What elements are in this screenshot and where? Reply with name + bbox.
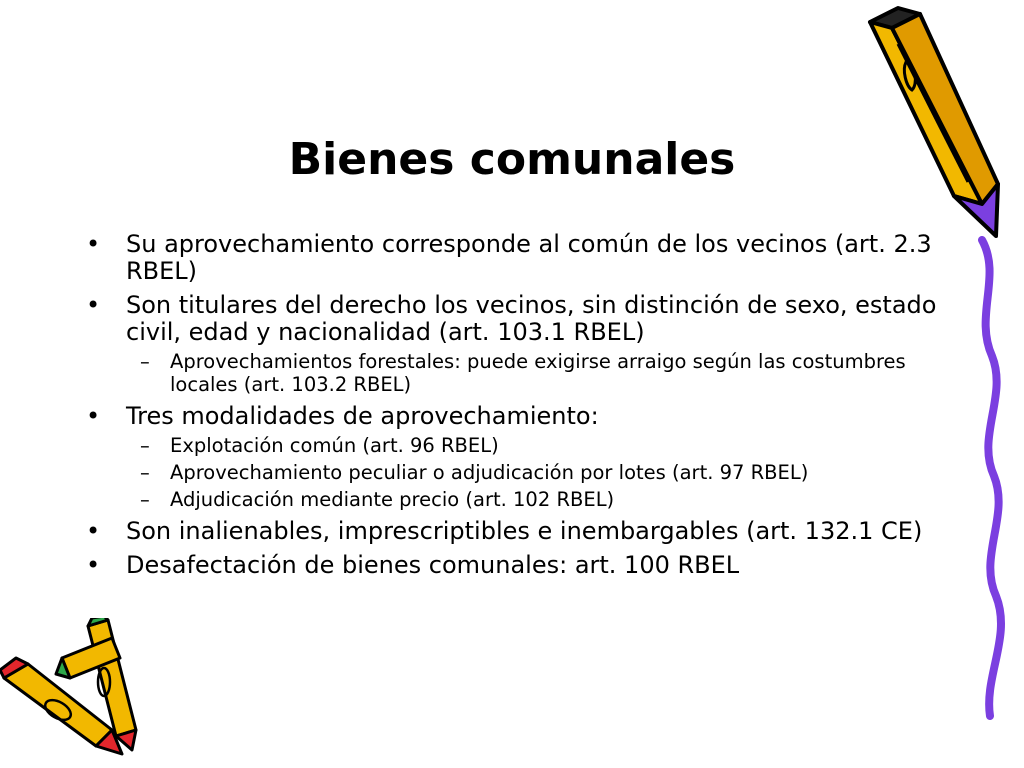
dash-marker: – xyxy=(140,488,150,511)
sub-bullet-text: Adjudicación mediante precio (art. 102 RBEL) xyxy=(170,488,615,511)
slide-body xyxy=(82,224,952,579)
bullet-marker: • xyxy=(86,517,101,545)
bullet-text: Desafectación de bienes comunales: art. 100 RBEL xyxy=(126,551,740,579)
bullet-item xyxy=(82,292,952,346)
bullet-item xyxy=(82,231,952,285)
bullet-text: Son titulares del derecho los vecinos, sin distinción de sexo, estado civil, edad y nacionalidad (art. 103.1 RBEL) xyxy=(126,291,937,346)
bullet-item xyxy=(82,518,952,545)
sub-bullet-item xyxy=(82,434,952,457)
bullet-marker: • xyxy=(86,291,101,319)
bullet-marker: • xyxy=(86,551,101,579)
bullet-text: Son inalienables, imprescriptibles e inembargables (art. 132.1 CE) xyxy=(126,517,923,545)
squiggle-line xyxy=(968,236,1008,720)
sub-bullet-item xyxy=(82,488,952,511)
pencil-icon xyxy=(858,4,1008,240)
bullet-text: Su aprovechamiento corresponde al común de los vecinos (art. 2.3 RBEL) xyxy=(126,230,932,285)
slide-title: Bienes comunales xyxy=(288,134,736,185)
bullet-item xyxy=(82,552,952,579)
dash-marker: – xyxy=(140,461,150,484)
crayons-icon xyxy=(0,618,156,758)
sub-bullet-text: Aprovechamientos forestales: puede exigirse arraigo según las costumbres locales (art. 103.2 RBEL) xyxy=(170,350,906,396)
bullet-marker: • xyxy=(86,230,101,258)
bullet-text: Tres modalidades de aprovechamiento: xyxy=(126,402,599,430)
bullet-marker: • xyxy=(86,402,101,430)
dash-marker: – xyxy=(140,350,150,373)
bullet-item xyxy=(82,403,952,430)
sub-bullet-item xyxy=(82,461,952,484)
sub-bullet-item xyxy=(82,350,952,396)
dash-marker: – xyxy=(140,434,150,457)
sub-bullet-text: Aprovechamiento peculiar o adjudicación por lotes (art. 97 RBEL) xyxy=(170,461,809,484)
sub-bullet-text: Explotación común (art. 96 RBEL) xyxy=(170,434,499,457)
